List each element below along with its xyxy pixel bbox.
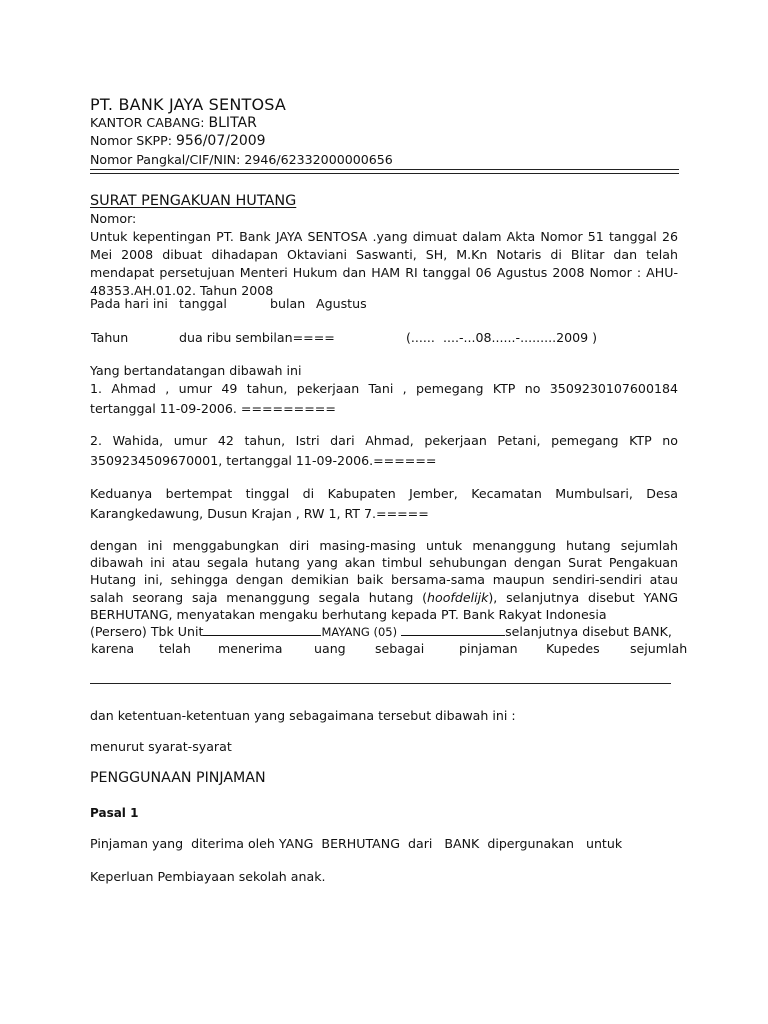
received-word: pinjaman xyxy=(459,641,518,656)
kantor-cabang-value: BLITAR xyxy=(208,115,257,131)
joint-liability-text-1: dengan ini menggabungkan diri masing-masing untuk menanggung hutang sejumlah dibawah ini atau segala hutang yang akan timbul sehubungan dengan Surat Pengakuan Hutang ini, sehingga dengan demikian baik bersama-sama maupun sendiri-sendiri atau salah seorang saja menanggung segala hutang ( xyxy=(90,538,678,605)
nomor-skpp-line xyxy=(90,132,678,150)
received-word: telah xyxy=(159,641,191,656)
nomor-pangkal-line: Nomor Pangkal/CIF/NIN: 2946/62332000000656 xyxy=(90,151,393,167)
persero-line xyxy=(90,622,678,642)
bulan-value: Agustus xyxy=(316,296,367,311)
header-info xyxy=(90,114,678,169)
pasal-1-text: Pinjaman yang diterima oleh YANG BERHUTANG dari BANK dipergunakan untuk xyxy=(90,836,623,851)
nomor-skpp-value: 956/07/2009 xyxy=(175,133,266,150)
kantor-cabang-label: KANTOR CABANG: xyxy=(90,115,209,130)
persero-prefix: (Persero) Tbk Unit xyxy=(90,624,204,639)
pasal-1-title: Pasal 1 xyxy=(90,806,139,820)
intro-block xyxy=(90,210,678,300)
tahun-words: dua ribu sembilan==== xyxy=(179,330,335,345)
received-word: karena xyxy=(91,641,135,656)
terms-intro: dan ketentuan-ketentuan yang sebagaimana tersebut dibawah ini : xyxy=(90,708,516,723)
persero-suffix: selanjutnya disebut BANK, xyxy=(505,624,672,639)
received-word: sebagai xyxy=(375,641,425,656)
hoofdelijk-term: hoofdelijk xyxy=(427,589,489,605)
pasal-1-purpose: Keperluan Pembiayaan sekolah anak. xyxy=(90,869,326,884)
blank-line-1 xyxy=(203,623,321,636)
received-word: sejumlah xyxy=(630,641,688,656)
signers-intro: Yang bertandatangan dibawah ini xyxy=(90,363,302,378)
blank-line-2 xyxy=(401,623,505,636)
unit-name: MAYANG (05) xyxy=(321,625,398,639)
nomor-label: Nomor: xyxy=(90,211,137,226)
received-word: uang xyxy=(314,641,346,656)
header-divider xyxy=(90,169,679,174)
tahun-numeric: (...... ....-...08......-.........2009 ) xyxy=(406,330,598,345)
hari-label: Pada hari ini xyxy=(90,296,168,311)
domicile-paragraph: Keduanya bertempat tinggal di Kabupaten Jember, Kecamatan Mumbulsari, Desa Karangkedawung, Dusun Krajan , RW 1, RT 7.===== xyxy=(90,486,678,521)
bulan-label: bulan xyxy=(270,296,306,311)
received-word: Kupedes xyxy=(546,641,600,656)
kantor-cabang-line xyxy=(90,114,678,132)
joint-liability-text-2: ), selanjutnya disebut YANG BERHUTANG, menyatakan mengaku berhutang kepada PT. Bank Rakyat Indonesia xyxy=(90,589,679,622)
nomor-skpp-label: Nomor SKPP: xyxy=(90,133,176,149)
received-word: menerima xyxy=(218,641,283,656)
section-title: PENGGUNAAN PINJAMAN xyxy=(90,770,266,786)
terms-sub: menurut syarat-syarat xyxy=(90,739,232,754)
bank-name: PT. BANK JAYA SENTOSA xyxy=(90,95,287,114)
signer-2: 2. Wahida, umur 42 tahun, Istri dari Ahmad, pekerjaan Petani, pemegang KTP no 3509234509670001, tertanggal 11-09-2006.====== xyxy=(90,433,678,468)
intro-paragraph: Untuk kepentingan PT. Bank JAYA SENTOSA .yang dimuat dalam Akta Nomor 51 tanggal 26 Mei 2008 dibuat dihadapan Oktaviani Saswanti, SH, M.Kn Notaris di Blitar dan telah mendapat persetujuan Menteri Hukum dan HAM RI tanggal 06 Agustus 2008 Nomor : AHU-48353.AH.01.02. Tahun 2008 xyxy=(90,229,678,298)
document-title: SURAT PENGAKUAN HUTANG xyxy=(90,193,297,209)
amount-blank-line xyxy=(90,683,671,684)
signer-1: 1. Ahmad , umur 49 tahun, pekerjaan Tani , pemegang KTP no 3509230107600184 tertanggal 11-09-2006. ========= xyxy=(90,381,678,416)
tanggal-label: tanggal xyxy=(179,296,227,311)
tahun-label: Tahun xyxy=(91,330,129,345)
joint-liability-paragraph xyxy=(90,537,678,623)
